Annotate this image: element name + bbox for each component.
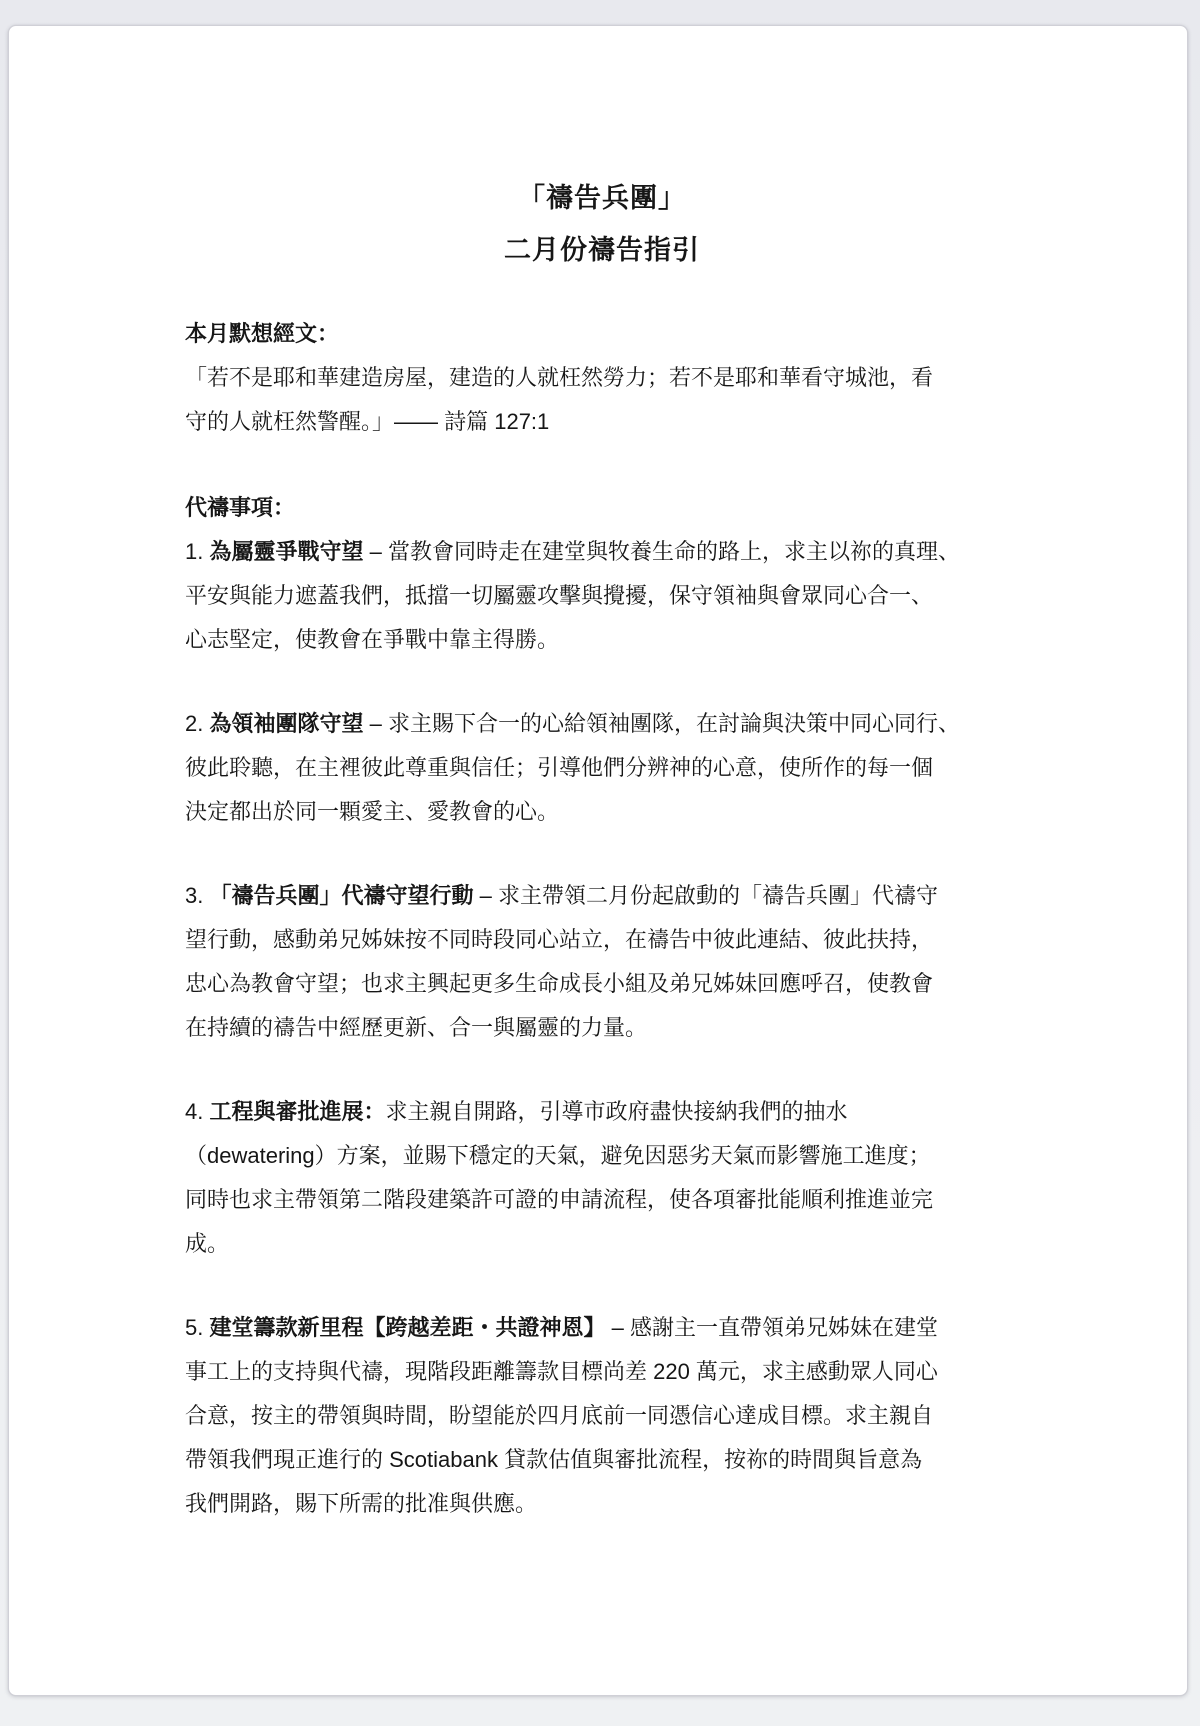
item-text-line: 平安與能力遮蓋我們，抵擋一切屬靈攻擊與攪擾，保守領袖與會眾同心合一、 bbox=[185, 583, 934, 608]
item-title: 「禱告兵團」代禱守望行動 bbox=[209, 883, 474, 908]
item-title: 建堂籌款新里程【跨越差距・共證神恩】 bbox=[209, 1315, 606, 1340]
prayer-items-list bbox=[185, 530, 1019, 1526]
item-text-line: 決定都出於同一顆愛主、愛教會的心。 bbox=[185, 799, 560, 824]
prayer-item-first-line bbox=[185, 702, 1019, 746]
intercession-heading: 代禱事項： bbox=[185, 495, 296, 520]
prayer-item bbox=[185, 874, 1019, 1050]
scripture-section bbox=[185, 312, 1019, 444]
item-text-line: 求主帶領二月份起啟動的「禱告兵團」代禱守 bbox=[497, 883, 938, 908]
scripture-heading: 本月默想經文： bbox=[185, 321, 340, 346]
intercession-section bbox=[185, 486, 1019, 1526]
item-text-line: 彼此聆聽，在主裡彼此尊重與信任；引導他們分辨神的心意，使所作的每一個 bbox=[185, 755, 934, 780]
item-text-line: 同時也求主帶領第二階段建築許可證的申請流程，使各項審批能順利推進並完 bbox=[185, 1187, 934, 1212]
item-text-line: 成。 bbox=[185, 1231, 230, 1256]
item-text-line: 帶領我們現正進行的 Scotiabank 貸款估值與審批流程，按祢的時間與旨意為 bbox=[185, 1447, 923, 1472]
item-title: 工程與審批進展： bbox=[209, 1099, 386, 1124]
prayer-item bbox=[185, 702, 1019, 834]
prayer-item-first-line bbox=[185, 1306, 1019, 1350]
item-separator: – bbox=[363, 539, 388, 564]
item-number: 2. bbox=[185, 711, 210, 736]
item-text-line: 我們開路，賜下所需的批准與供應。 bbox=[185, 1491, 538, 1516]
item-text-line: 事工上的支持與代禱，現階段距離籌款目標尚差 220 萬元，求主感動眾人同心 bbox=[185, 1359, 938, 1384]
item-separator: – bbox=[605, 1315, 630, 1340]
item-number: 4. bbox=[185, 1099, 210, 1124]
item-text-line: 望行動，感動弟兄姊妹按不同時段同心站立，在禱告中彼此連結、彼此扶持， bbox=[185, 927, 934, 952]
prayer-item bbox=[185, 530, 1019, 662]
scripture-text bbox=[185, 356, 1019, 444]
item-text-line: 心志堅定，使教會在爭戰中靠主得勝。 bbox=[185, 627, 560, 652]
document-title-line-2: 二月份禱告指引 bbox=[504, 235, 700, 265]
document-page bbox=[8, 25, 1188, 1696]
item-title: 為領袖團隊守望 bbox=[209, 711, 364, 736]
prayer-item-first-line bbox=[185, 1090, 1019, 1134]
prayer-item-first-line bbox=[185, 874, 1019, 918]
item-text-line: 在持續的禱告中經歷更新、合一與屬靈的力量。 bbox=[185, 1015, 648, 1040]
item-text-line: 忠心為教會守望；也求主興起更多生命成長小組及弟兄姊妹回應呼召，使教會 bbox=[185, 971, 934, 996]
item-number: 5. bbox=[185, 1315, 210, 1340]
scripture-line: 守的人就枉然警醒。」—— 詩篇 127:1 bbox=[185, 409, 550, 434]
item-text-line: 感謝主一直帶領弟兄姊妹在建堂 bbox=[629, 1315, 938, 1340]
item-separator: – bbox=[363, 711, 388, 736]
prayer-item bbox=[185, 1306, 1019, 1526]
document-title-line-1: 「禱告兵團」 bbox=[518, 183, 686, 213]
item-text-line: 當教會同時走在建堂與牧養生命的路上，求主以祢的真理、 bbox=[387, 539, 960, 564]
item-title: 為屬靈爭戰守望 bbox=[209, 539, 364, 564]
scripture-line: 「若不是耶和華建造房屋，建造的人就枉然勞力；若不是耶和華看守城池，看 bbox=[185, 365, 934, 390]
document-title bbox=[185, 172, 1019, 276]
item-number: 1. bbox=[185, 539, 210, 564]
prayer-item-first-line bbox=[185, 530, 1019, 574]
item-text-line: 求主賜下合一的心給領袖團隊，在討論與決策中同心同行、 bbox=[387, 711, 960, 736]
item-text-line: （dewatering）方案，並賜下穩定的天氣，避免因惡劣天氣而影響施工進度； bbox=[185, 1143, 931, 1168]
item-text-line: 求主親自開路，引導市政府盡快接納我們的抽水 bbox=[385, 1099, 848, 1124]
item-text-line: 合意，按主的帶領與時間，盼望能於四月底前一同憑信心達成目標。求主親自 bbox=[185, 1403, 934, 1428]
item-separator: – bbox=[473, 883, 498, 908]
prayer-item bbox=[185, 1090, 1019, 1266]
item-number: 3. bbox=[185, 883, 210, 908]
